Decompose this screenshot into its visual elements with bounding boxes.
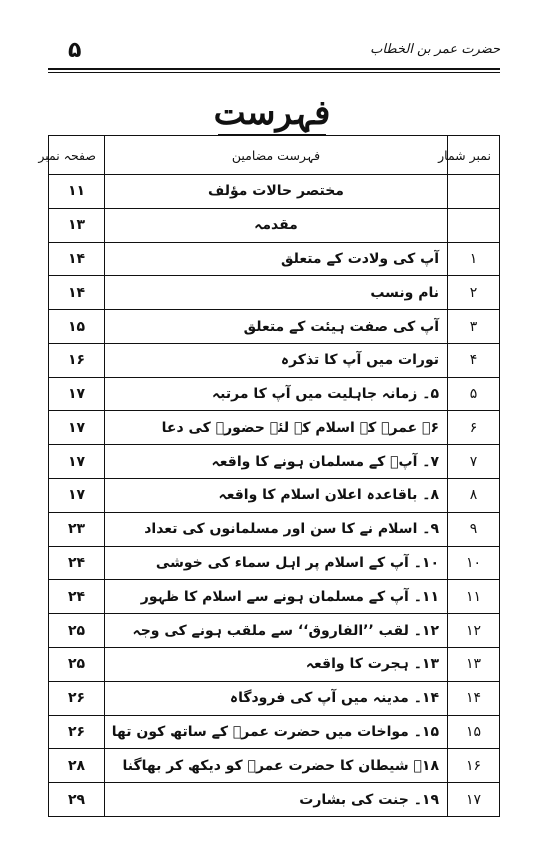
row-page: ۱۷: [49, 445, 105, 479]
table-row: [49, 343, 500, 377]
row-number: ۱۶: [448, 749, 500, 783]
row-page: ۲۵: [49, 614, 105, 648]
row-number: ۱۲: [448, 614, 500, 648]
table-row: [49, 783, 500, 817]
row-number: ۱۷: [448, 783, 500, 817]
table-row: [49, 242, 500, 276]
row-number: [448, 175, 500, 209]
row-number: ۹: [448, 512, 500, 546]
row-page: ۱۶: [49, 343, 105, 377]
table-row: [49, 175, 500, 209]
row-number: ۱۰: [448, 546, 500, 580]
row-number: ۱: [448, 242, 500, 276]
column-header-subjects: فہرست مضامین: [105, 136, 448, 175]
row-page: ۱۵: [49, 310, 105, 344]
row-page: ۱۷: [49, 479, 105, 513]
row-title: ۱۹۔ جنت کی بشارت: [105, 783, 448, 817]
table-row: [49, 715, 500, 749]
table-row: [49, 512, 500, 546]
row-title: ۹۔ اسلام نے کا سن اور مسلمانوں کی تعداد: [105, 512, 448, 546]
row-number: ۷: [448, 445, 500, 479]
header-rule: [48, 68, 500, 70]
row-page: ۲۳: [49, 512, 105, 546]
row-title: ۱۸۔ شیطان کا حضرت عمرؓ کو دیکھ کر بھاگنا: [105, 749, 448, 783]
page-number: ۵: [68, 38, 82, 63]
table-row: [49, 580, 500, 614]
row-title: ۱۰۔ آپ کے اسلام پر اہل سماء کی خوشی: [105, 546, 448, 580]
row-number: [448, 208, 500, 242]
row-title: ۱۲۔ لقب ’’الفاروق‘‘ سے ملقب ہونے کی وجہ: [105, 614, 448, 648]
page-header: [48, 36, 500, 72]
row-page: ۲۴: [49, 580, 105, 614]
row-number: ۱۴: [448, 681, 500, 715]
row-number: ۱۵: [448, 715, 500, 749]
row-title: ۱۳۔ ہجرت کا واقعہ: [105, 647, 448, 681]
row-page: ۱۷: [49, 377, 105, 411]
row-number: ۴: [448, 343, 500, 377]
table-row: [49, 276, 500, 310]
table-row: [49, 310, 500, 344]
table-row: [49, 479, 500, 513]
row-title: آپ کی صفت ہیئت کے متعلق: [105, 310, 448, 344]
table-row: [49, 546, 500, 580]
row-number: ۳: [448, 310, 500, 344]
row-title: ۱۱۔ آپ کے مسلمان ہونے سے اسلام کا ظہور: [105, 580, 448, 614]
row-page: ۲۸: [49, 749, 105, 783]
row-page: ۲۶: [49, 681, 105, 715]
row-title: ۸۔ باقاعدہ اعلان اسلام کا واقعہ: [105, 479, 448, 513]
toc-body: [49, 175, 500, 817]
toc-table: [38, 135, 500, 817]
row-number: ۸: [448, 479, 500, 513]
row-title: ۶۔ عمرؓ کے اسلام کے لئے حضورؐ کی دعا: [105, 411, 448, 445]
header-rule-thin: [48, 72, 500, 73]
row-page: ۱۱: [49, 175, 105, 209]
book-title: حضرت عمر بن الخطاب: [370, 42, 500, 57]
table-row: [49, 681, 500, 715]
row-number: ۶: [448, 411, 500, 445]
row-title: ۵۔ زمانہ جاہلیت میں آپ کا مرتبہ: [105, 377, 448, 411]
column-header-page: صفحہ نمبر: [49, 136, 105, 175]
row-page: ۱۴: [49, 242, 105, 276]
table-row: [49, 208, 500, 242]
table-row: [49, 647, 500, 681]
column-header-number: نمبر شمار: [448, 136, 500, 175]
table-row: [49, 749, 500, 783]
table-row: [49, 377, 500, 411]
toc-header-row: [49, 136, 500, 175]
row-title: آپ کی ولادت کے متعلق: [105, 242, 448, 276]
row-title: مختصر حالات مؤلف: [105, 175, 448, 209]
row-page: ۲۹: [49, 783, 105, 817]
row-number: ۲: [448, 276, 500, 310]
row-page: ۲۴: [49, 546, 105, 580]
row-page: ۱۴: [49, 276, 105, 310]
row-title: نام ونسب: [105, 276, 448, 310]
row-page: ۲۵: [49, 647, 105, 681]
row-title: ۱۵۔ مواخات میں حضرت عمرؓ کے ساتھ کون تھا: [105, 715, 448, 749]
row-number: ۱۳: [448, 647, 500, 681]
row-number: ۱۱: [448, 580, 500, 614]
table-row: [49, 614, 500, 648]
row-page: ۱۳: [49, 208, 105, 242]
row-number: ۵: [448, 377, 500, 411]
row-title: ۷۔ آپؓ کے مسلمان ہونے کا واقعہ: [105, 445, 448, 479]
row-page: ۲۶: [49, 715, 105, 749]
row-title: ۱۴۔ مدینہ میں آپ کی فرودگاہ: [105, 681, 448, 715]
table-row: [49, 411, 500, 445]
table-row: [49, 445, 500, 479]
row-page: ۱۷: [49, 411, 105, 445]
row-title: مقدمہ: [105, 208, 448, 242]
row-title: تورات میں آپ کا تذکرہ: [105, 343, 448, 377]
toc-title: فہرست: [213, 93, 331, 133]
